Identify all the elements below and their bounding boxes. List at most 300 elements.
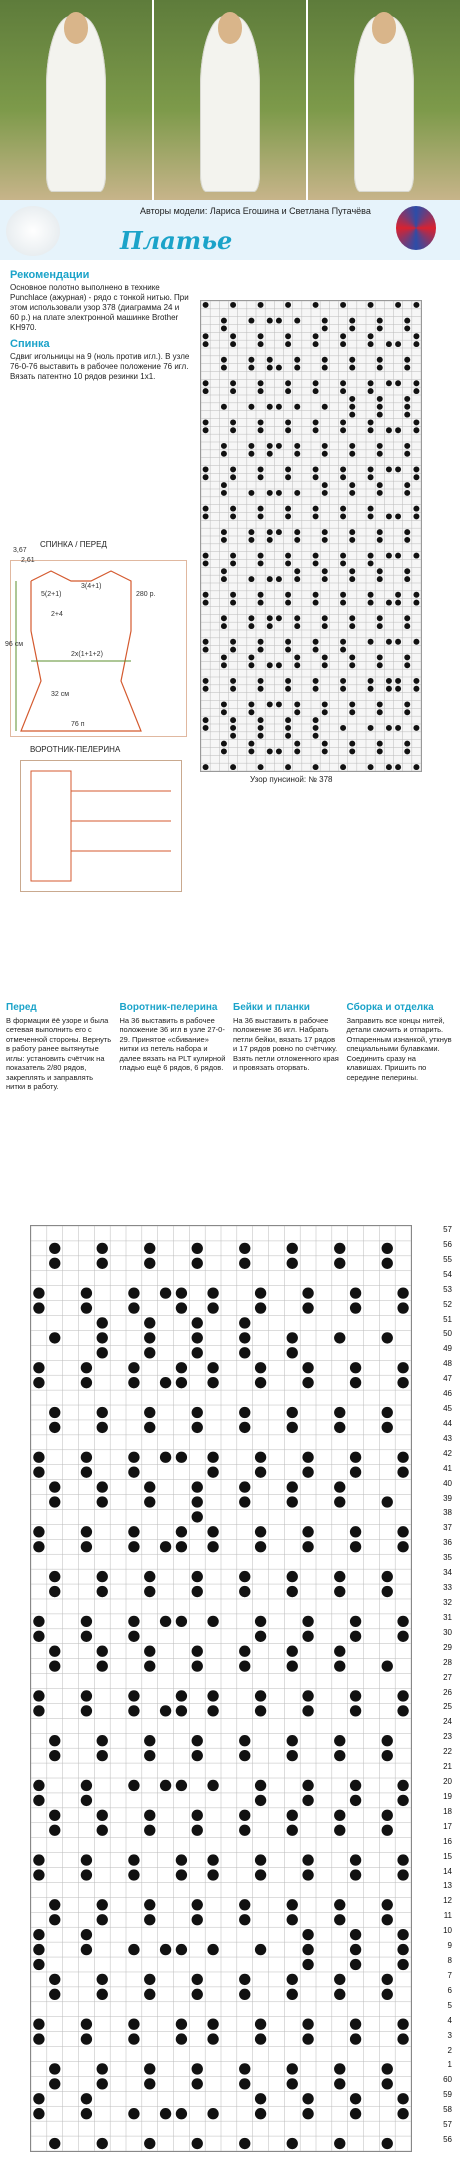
pattern-dot xyxy=(349,741,355,747)
pattern-dot xyxy=(239,1422,250,1433)
pattern-dot xyxy=(248,451,254,457)
pattern-dot xyxy=(404,396,410,402)
pattern-dot xyxy=(349,325,355,331)
pattern-dot xyxy=(267,529,273,535)
pattern-dot xyxy=(397,1541,408,1552)
pattern-dot xyxy=(350,1467,361,1478)
recommendations-text: Основное полотно выполнено в технике Punchlace (ажурная) - рядо с тонкой нитью. При этом использовали узор 378 (диаграмма 24 и 60 р.) на плате электронной машинке Brother KH970. xyxy=(10,283,189,332)
pattern-dot xyxy=(207,1944,218,1955)
pattern-dot xyxy=(248,623,254,629)
pattern-dot xyxy=(368,506,374,512)
pattern-dot xyxy=(255,1780,266,1791)
pattern-dot xyxy=(255,1944,266,1955)
pattern-dot xyxy=(302,2093,313,2104)
row-number: 34 xyxy=(443,1568,452,1578)
pattern-dot xyxy=(239,1899,250,1910)
pattern-dot xyxy=(267,662,273,668)
pattern-dot xyxy=(248,365,254,371)
pattern-dot xyxy=(33,2033,44,2044)
pattern-dot xyxy=(248,709,254,715)
pattern-dot xyxy=(128,1705,139,1716)
row-number: 36 xyxy=(443,1538,452,1548)
pattern-dot xyxy=(33,2019,44,2030)
row-number: 44 xyxy=(443,1418,452,1428)
pattern-dot xyxy=(144,1899,155,1910)
pattern-dot xyxy=(49,1258,60,1269)
pattern-dot xyxy=(128,1526,139,1537)
pattern-dot xyxy=(322,654,328,660)
row-number: 5 xyxy=(447,2000,452,2010)
pattern-dot xyxy=(49,1899,60,1910)
pattern-dot xyxy=(382,1571,393,1582)
pattern-dot xyxy=(81,2108,92,2119)
pattern-dot xyxy=(382,1810,393,1821)
pattern-dot xyxy=(128,1631,139,1642)
pattern-dot xyxy=(192,1989,203,2000)
pattern-dot xyxy=(404,623,410,629)
article-header xyxy=(0,200,460,260)
pattern-dot xyxy=(294,701,300,707)
pattern-dot xyxy=(144,1750,155,1761)
pattern-dot xyxy=(49,1974,60,1985)
pattern-dot xyxy=(334,1258,345,1269)
pattern-dot xyxy=(313,639,319,645)
pattern-dot xyxy=(313,302,319,308)
pattern-dot xyxy=(334,1810,345,1821)
pattern-dot xyxy=(248,654,254,660)
pattern-dot xyxy=(267,701,273,707)
pattern-dot xyxy=(287,1481,298,1492)
pattern-dot xyxy=(49,1422,60,1433)
pattern-dot xyxy=(285,764,291,770)
pattern-dot xyxy=(33,1705,44,1716)
pattern-dot xyxy=(285,717,291,723)
pattern-dot xyxy=(255,1869,266,1880)
pattern-dot xyxy=(97,1586,108,1597)
pattern-dot xyxy=(302,1944,313,1955)
pattern-dot xyxy=(192,2078,203,2089)
collar-text: На 36 выставить в рабочее положение 36 игл в узле 27-0-29. Принятое «сбивание» нитки из петель набора и далее вязать на PLT кулирной гладью ещё 6 рядов, 6 рядов. xyxy=(119,1015,226,1072)
row-number: 32 xyxy=(443,1597,452,1607)
pattern-dot xyxy=(160,1541,171,1552)
pattern-dot xyxy=(395,380,401,386)
pattern-dot xyxy=(395,764,401,770)
schematic-label-9: 2+4 xyxy=(51,611,63,618)
pattern-dot xyxy=(81,1526,92,1537)
pattern-dot xyxy=(313,686,319,692)
pattern-dot xyxy=(404,748,410,754)
pattern-dot xyxy=(192,1825,203,1836)
pattern-dot xyxy=(397,1362,408,1373)
pattern-dot xyxy=(97,1571,108,1582)
pattern-dot xyxy=(294,615,300,621)
pattern-dot xyxy=(287,1735,298,1746)
pattern-dot xyxy=(192,1243,203,1254)
pattern-dot xyxy=(294,443,300,449)
pattern-dot xyxy=(322,748,328,754)
pattern-dot xyxy=(386,725,392,731)
pattern-dot xyxy=(192,1347,203,1358)
row-number: 49 xyxy=(443,1344,452,1354)
pattern-dot xyxy=(176,1541,187,1552)
pattern-dot xyxy=(192,1899,203,1910)
dress-schematic xyxy=(5,547,187,737)
pattern-dot xyxy=(377,357,383,363)
pattern-dot xyxy=(97,1914,108,1925)
pattern-dot xyxy=(413,600,419,606)
pattern-dot xyxy=(230,466,236,472)
pattern-dot xyxy=(267,451,273,457)
pattern-dot xyxy=(322,318,328,324)
pattern-dot xyxy=(413,725,419,731)
pattern-dot xyxy=(322,365,328,371)
pattern-dot xyxy=(144,1481,155,1492)
pattern-dot xyxy=(287,1825,298,1836)
row-number: 45 xyxy=(443,1404,452,1414)
pattern-dot xyxy=(287,1571,298,1582)
row-number: 41 xyxy=(443,1463,452,1473)
pattern-dot xyxy=(33,1869,44,1880)
pattern-dot xyxy=(322,490,328,496)
pattern-dot xyxy=(203,513,209,519)
pattern-dot xyxy=(395,600,401,606)
pattern-dot xyxy=(382,1750,393,1761)
pattern-dot xyxy=(287,1750,298,1761)
pattern-dot xyxy=(313,733,319,739)
pattern-dot xyxy=(144,1735,155,1746)
pattern-dot xyxy=(386,686,392,692)
pattern-dot xyxy=(368,764,374,770)
pattern-dot xyxy=(221,576,227,582)
pattern-dot xyxy=(192,2063,203,2074)
pattern-dot xyxy=(397,1452,408,1463)
pattern-dot xyxy=(255,1362,266,1373)
pattern-dot xyxy=(49,2138,60,2149)
pattern-dot xyxy=(285,419,291,425)
pattern-dot xyxy=(49,1646,60,1657)
pattern-dot xyxy=(322,451,328,457)
pattern-dot xyxy=(144,1914,155,1925)
pattern-dot xyxy=(207,1362,218,1373)
pattern-dot xyxy=(302,1929,313,1940)
pattern-dot xyxy=(221,325,227,331)
pattern-dot xyxy=(397,1795,408,1806)
pattern-dot xyxy=(313,678,319,684)
pattern-dot xyxy=(128,1362,139,1373)
row-number: 10 xyxy=(443,1926,452,1936)
pattern-dot xyxy=(294,537,300,543)
pattern-dot xyxy=(340,474,346,480)
pattern-dot xyxy=(413,419,419,425)
pattern-dot xyxy=(203,388,209,394)
row-number: 50 xyxy=(443,1329,452,1339)
pattern-dot xyxy=(128,1377,139,1388)
pattern-dot xyxy=(203,678,209,684)
photo-back xyxy=(308,0,460,200)
pattern-dot xyxy=(49,1571,60,1582)
pattern-dot xyxy=(97,1347,108,1358)
pattern-dot xyxy=(368,686,374,692)
pattern-dot xyxy=(128,1869,139,1880)
pattern-dot xyxy=(267,537,273,543)
pattern-dot xyxy=(397,2093,408,2104)
pattern-dot xyxy=(230,388,236,394)
pattern-dot xyxy=(81,1780,92,1791)
pattern-dot xyxy=(230,427,236,433)
pattern-dot xyxy=(221,662,227,668)
pattern-dot xyxy=(207,1287,218,1298)
pattern-dot xyxy=(33,1616,44,1627)
pattern-dot xyxy=(404,701,410,707)
pattern-dot xyxy=(294,490,300,496)
pattern-dot xyxy=(49,2063,60,2074)
pattern-dot xyxy=(334,1496,345,1507)
pattern-dot xyxy=(302,1452,313,1463)
pattern-dot xyxy=(192,1586,203,1597)
pattern-dot xyxy=(128,2108,139,2119)
pattern-dot xyxy=(350,1780,361,1791)
row-number: 25 xyxy=(443,1702,452,1712)
pattern-dot xyxy=(395,678,401,684)
pattern-dot xyxy=(302,1631,313,1642)
pattern-dot xyxy=(255,1377,266,1388)
pattern-dot xyxy=(230,725,236,731)
pattern-dot xyxy=(340,639,346,645)
pattern-dot xyxy=(192,1735,203,1746)
pattern-dot xyxy=(144,1317,155,1328)
pattern-dot xyxy=(413,466,419,472)
pattern-dot xyxy=(302,1616,313,1627)
pattern-dot xyxy=(334,2078,345,2089)
pattern-dot xyxy=(313,592,319,598)
pattern-dot xyxy=(404,662,410,668)
pattern-dot xyxy=(192,1481,203,1492)
pattern-dot xyxy=(294,365,300,371)
pattern-dot xyxy=(287,1914,298,1925)
pattern-dot xyxy=(255,2108,266,2119)
pattern-dot xyxy=(49,1586,60,1597)
pattern-dot xyxy=(203,686,209,692)
pattern-dot xyxy=(382,2078,393,2089)
pattern-dot xyxy=(404,568,410,574)
pattern-dot xyxy=(192,1332,203,1343)
pattern-dot xyxy=(128,1616,139,1627)
pattern-dot xyxy=(349,709,355,715)
pattern-dot xyxy=(322,615,328,621)
pattern-dot xyxy=(192,1914,203,1925)
pattern-dot xyxy=(322,443,328,449)
pattern-dot xyxy=(258,419,264,425)
pattern-dot xyxy=(386,513,392,519)
pattern-dot xyxy=(255,2033,266,2044)
recommendations-heading: Рекомендации xyxy=(10,269,90,281)
pattern-dot xyxy=(313,419,319,425)
pattern-dot xyxy=(397,1302,408,1313)
pattern-dot xyxy=(386,639,392,645)
pattern-dot xyxy=(340,380,346,386)
pattern-dot xyxy=(221,654,227,660)
instructions-col-1 xyxy=(6,1000,114,1220)
pattern-dot xyxy=(322,482,328,488)
pattern-dot xyxy=(302,1959,313,1970)
pattern-dot xyxy=(81,2033,92,2044)
pattern-dot xyxy=(255,1616,266,1627)
pattern-dot xyxy=(203,506,209,512)
pattern-dot xyxy=(176,1854,187,1865)
assembly-text: Заправить все концы нитей, детали смочить и отпарить. Отпаренным изнанкой, уткнув специальными булавками. Соединить сразу на клавишах. Пришить по середине пелерины. xyxy=(346,1015,452,1082)
pattern-dot xyxy=(258,333,264,339)
instructions-col-4 xyxy=(347,1000,455,1220)
pattern-dot xyxy=(382,1258,393,1269)
pattern-dot xyxy=(397,1869,408,1880)
pattern-dot xyxy=(404,365,410,371)
pattern-dot xyxy=(248,662,254,668)
pattern-dot xyxy=(97,2063,108,2074)
authors-line: Авторы модели: Лариса Егошина и Светлана Путачёва xyxy=(140,206,371,216)
pattern-dot xyxy=(287,1496,298,1507)
small-chart-svg xyxy=(201,301,421,771)
collar-heading: Воротник-пелерина xyxy=(119,1002,218,1013)
row-number: 60 xyxy=(443,2075,452,2085)
pattern-dot xyxy=(49,1407,60,1418)
pattern-dot xyxy=(340,513,346,519)
pattern-dot xyxy=(285,333,291,339)
pattern-dot xyxy=(97,1407,108,1418)
pattern-dot xyxy=(258,600,264,606)
pattern-dot xyxy=(395,341,401,347)
pattern-dot xyxy=(340,678,346,684)
pattern-dot xyxy=(404,741,410,747)
pattern-dot xyxy=(97,2078,108,2089)
pattern-dot xyxy=(255,1631,266,1642)
pattern-dot xyxy=(287,1332,298,1343)
pattern-dot xyxy=(322,325,328,331)
pattern-dot xyxy=(192,1974,203,1985)
pattern-dot xyxy=(386,600,392,606)
pattern-dot xyxy=(322,623,328,629)
pattern-dot xyxy=(276,490,282,496)
pattern-dot xyxy=(221,709,227,715)
pattern-dot xyxy=(287,1646,298,1657)
pattern-dot xyxy=(368,302,374,308)
row-number: 20 xyxy=(443,1777,452,1787)
pattern-dot xyxy=(404,490,410,496)
pattern-dot xyxy=(294,451,300,457)
pattern-dot xyxy=(349,490,355,496)
pattern-dot xyxy=(413,553,419,559)
pattern-dot xyxy=(97,1258,108,1269)
pattern-dot xyxy=(382,1243,393,1254)
pattern-dot xyxy=(207,1452,218,1463)
pattern-dot xyxy=(128,1287,139,1298)
pattern-dot xyxy=(239,1407,250,1418)
row-number: 51 xyxy=(443,1314,452,1324)
pattern-dot xyxy=(258,506,264,512)
pattern-dot xyxy=(350,1362,361,1373)
pattern-dot xyxy=(377,482,383,488)
schematic-label-5: 2х(1+1+2) xyxy=(71,651,103,658)
pattern-dot xyxy=(176,1705,187,1716)
pattern-dot xyxy=(340,388,346,394)
pattern-dot xyxy=(302,2033,313,2044)
pattern-dot xyxy=(255,1795,266,1806)
pattern-dot xyxy=(221,568,227,574)
pattern-dot xyxy=(397,2108,408,2119)
pattern-dot xyxy=(413,474,419,480)
pattern-dot xyxy=(258,474,264,480)
pattern-dot xyxy=(239,1825,250,1836)
pattern-dot xyxy=(377,654,383,660)
pattern-dot xyxy=(267,576,273,582)
row-number: 15 xyxy=(443,1851,452,1861)
pattern-dot xyxy=(302,1705,313,1716)
pattern-dot xyxy=(285,513,291,519)
pattern-dot xyxy=(128,1854,139,1865)
pattern-dot xyxy=(368,592,374,598)
pattern-dot xyxy=(144,1974,155,1985)
pattern-dot xyxy=(267,318,273,324)
pattern-dot xyxy=(248,537,254,543)
pattern-dot xyxy=(413,513,419,519)
pattern-dot xyxy=(349,654,355,660)
pattern-dot xyxy=(144,2138,155,2149)
pattern-dot xyxy=(207,1541,218,1552)
pattern-dot xyxy=(350,2019,361,2030)
pattern-dot xyxy=(349,451,355,457)
pattern-dot xyxy=(176,1616,187,1627)
pattern-dot xyxy=(404,615,410,621)
pattern-dot xyxy=(239,1810,250,1821)
pattern-dot xyxy=(294,318,300,324)
pattern-dot xyxy=(404,357,410,363)
pattern-dot xyxy=(349,404,355,410)
pattern-dot xyxy=(276,701,282,707)
pattern-dot xyxy=(258,678,264,684)
pattern-dot xyxy=(97,1243,108,1254)
pattern-dot xyxy=(413,639,419,645)
pattern-dot xyxy=(255,1705,266,1716)
pattern-dot xyxy=(302,1362,313,1373)
pattern-dot xyxy=(287,1974,298,1985)
pattern-dot xyxy=(413,764,419,770)
pattern-dot xyxy=(144,1810,155,1821)
pattern-dot xyxy=(368,333,374,339)
pattern-dot xyxy=(203,427,209,433)
pattern-dot xyxy=(350,1705,361,1716)
pattern-dot xyxy=(313,341,319,347)
pattern-dot xyxy=(302,1302,313,1313)
pattern-dot xyxy=(285,592,291,598)
pattern-dot xyxy=(382,1914,393,1925)
pattern-dot xyxy=(377,325,383,331)
pattern-dot xyxy=(350,1690,361,1701)
pattern-dot xyxy=(248,318,254,324)
pattern-dot xyxy=(404,537,410,543)
row-number: 40 xyxy=(443,1478,452,1488)
row-number: 59 xyxy=(443,2090,452,2100)
pattern-dot xyxy=(258,341,264,347)
pattern-dot xyxy=(81,1377,92,1388)
pattern-dot xyxy=(340,466,346,472)
pattern-dot xyxy=(397,1959,408,1970)
pattern-dot xyxy=(239,1914,250,1925)
pattern-dot xyxy=(350,1541,361,1552)
pattern-dot xyxy=(322,404,328,410)
pattern-dot xyxy=(97,1989,108,2000)
pattern-dot xyxy=(382,1422,393,1433)
pattern-dot xyxy=(239,1989,250,2000)
pattern-dot xyxy=(313,647,319,653)
